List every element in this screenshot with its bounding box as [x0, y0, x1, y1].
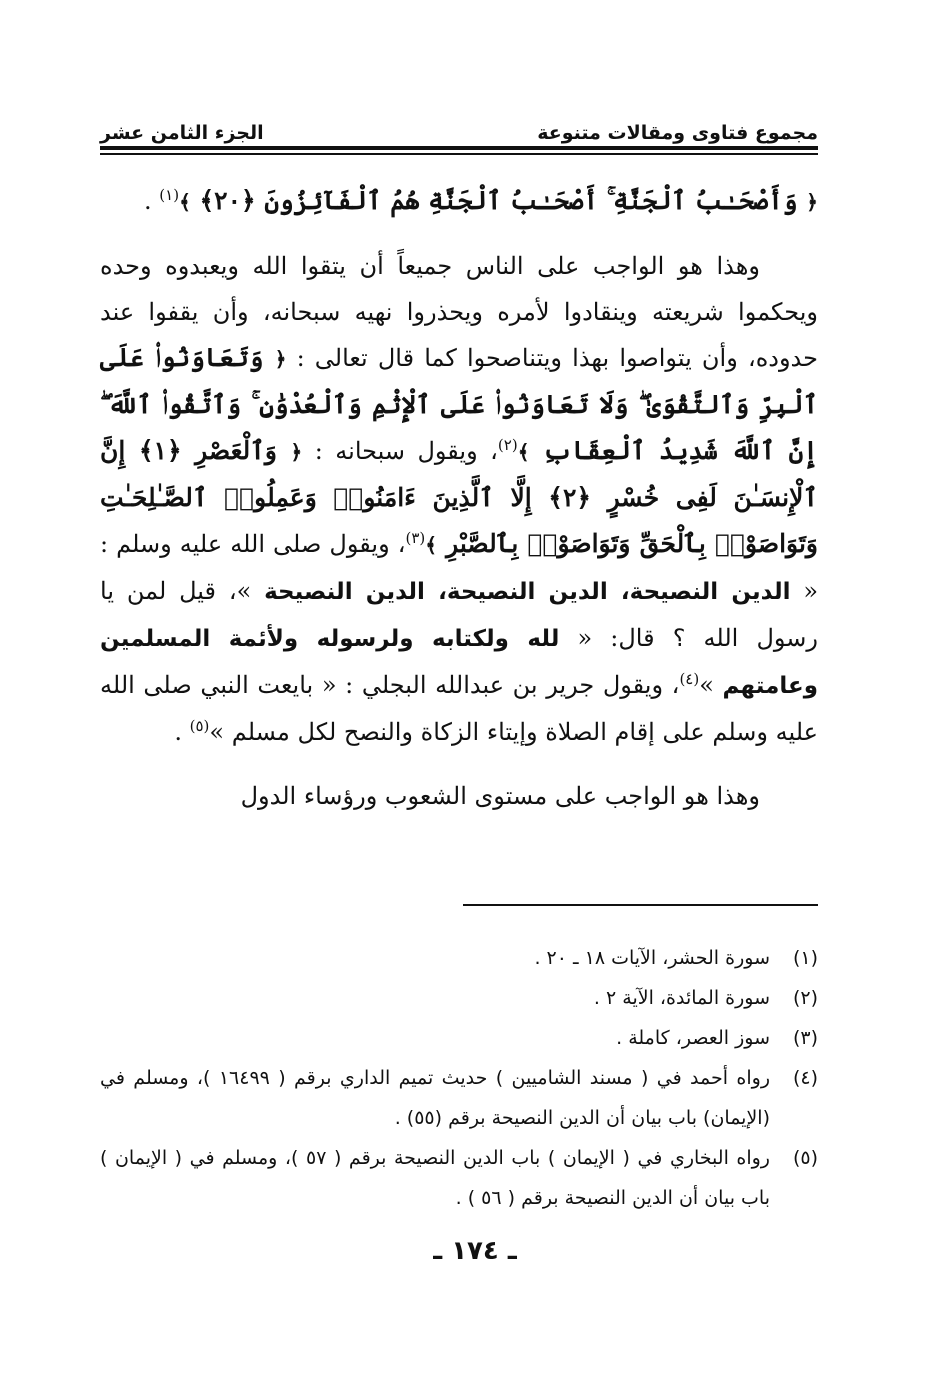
footnote-number: (٣): [792, 1027, 818, 1049]
footnote-text: رواه أحمد في ( مسند الشاميين ) حديث تميم الداري برقم ( ١٦٤٩٩ )، ومسلم في (الإيمان) باب بيان أن الدين النصيحة برقم (٥٥) .: [100, 1067, 770, 1129]
paragraph-2-text-3: ، ويقول صلى الله عليه وسلم :: [100, 530, 406, 558]
footnotes: [100, 938, 818, 1218]
footnote-text: رواه البخاري في ( الإيمان ) باب الدين النصيحة برقم ( ٥٧ )، ومسلم في ( الإيمان ) باب بيان أن الدين النصيحة برقم ( ٥٦ ) .: [100, 1147, 770, 1209]
footnote-5: [100, 1138, 818, 1218]
footnote-number: (١): [792, 947, 818, 969]
footnote-4: [100, 1058, 818, 1138]
footnote-text: سورة الحشر، الآيات ١٨ ـ ٢٠ .: [534, 947, 770, 969]
paragraph-2-text-2: ، ويقول سبحانه :: [314, 437, 498, 465]
header-rule-thin: [100, 153, 818, 155]
footnote-text: سورة المائدة، الآية ٢ .: [593, 987, 770, 1009]
hadith-quote-3: بايعت النبي صلى الله عليه وسلم على إقام الصلاة وإيتاء الزكاة والنصح لكل مسلم: [100, 671, 818, 746]
footnote-3: [100, 1018, 818, 1058]
quran-verse-3: ﴿ وَٱلْعَصْرِ ﴿١﴾ إِنَّ ٱلْإِنسَـٰنَ لَفِى خُسْرٍ ﴿٢﴾ إِلَّا ٱلَّذِينَ ءَامَنُوا۟ وَعَمِلُوا۟ ٱلصَّـٰلِحَـٰتِ وَتَوَاصَوْا۟ بِٱلْحَقِّ وَتَوَاصَوْا۟ بِٱلصَّبْرِ ﴾: [100, 436, 818, 558]
hadith-quote-2: لله ولكتابه ولرسوله ولأئمة المسلمين وعامتهم: [100, 626, 819, 699]
footnote-number: (٢): [792, 987, 818, 1009]
paragraph-2-text-5: ، ويقول جرير بن عبدالله البجلي :: [345, 671, 680, 699]
paragraph-3: وهذا هو الواجب على مستوى الشعوب ورؤساء الدول: [240, 782, 760, 810]
footnote-ref-5: (٥): [189, 717, 210, 735]
footnote-ref-3: (٣): [405, 529, 426, 547]
footnote-ref-1: (١): [159, 186, 180, 204]
running-header: [100, 112, 818, 144]
page-number: ـ ١٧٤ ـ: [433, 1236, 517, 1266]
footnote-ref-2: (٢): [497, 436, 518, 454]
paragraph-1: ﴿ وَأَصْحَـٰبُ ٱلْجَنَّةِ ۚ أَصْحَـٰبُ ٱلْجَنَّةِ هُمُ ٱلْفَآئِزُونَ ﴿٢٠﴾ ﴾$^{(١)}$ .: [144, 186, 818, 215]
book-title: مجموع فتاوى ومقالات متنوعة: [537, 122, 818, 144]
paragraph-2: وهذا هو الواجب على الناس جميعاً أن يتقوا الله ويعبدوه وحده ويحكموا شريعته وينقادوا لأمره ويحذروا نهيه سبحانه، وأن يقفوا عند حدوده، وأن يتواصوا بهذا ويتناصحوا كما قال تعالى : ﴿ وَتَعَاوَنُوا۟ عَلَى ٱلْبِرِّ وَٱلتَّقْوَىٰ ۖ وَلَا تَعَاوَنُوا۟ عَلَى ٱلْإِثْمِ وَٱلْعُدْوَٰنِ ۚ وَٱتَّقُوا۟ ٱللَّهَ ۖ إِنَّ ٱللَّهَ شَدِيدُ ٱلْعِقَابِ ﴾$^{(٢)}$، ويقول سبحانه : ﴿ وَٱلْعَصْرِ ﴿١﴾ إِنَّ ٱلْإِنسَـٰنَ لَفِى خُسْرٍ ﴿٢﴾ إِلَّا ٱلَّذِينَ ءَامَنُوا۟ وَعَمِلُوا۟ ٱلصَّـٰلِحَـٰتِ وَتَوَاصَوْا۟ بِٱلْحَقِّ وَتَوَاصَوْا۟ بِٱلصَّبْرِ ﴾$^{(٣)}$، ويقول صلى الله عليه وسلم : « الدين النصيحة، الدين النصيحة، الدين النصيحة »، قيل لمن يا رسول الله ؟ قال: « لله ولكتابه ولرسوله ولأئمة المسلمين وعامتهم »$^{(٤)}$، ويقول جرير بن عبدالله البجلي : « بايعت النبي صلى الله عليه وسلم على إقام الصلاة وإيتاء الزكاة والنصح لكل مسلم »$^{(٥)}$ .: [100, 252, 819, 746]
volume-label: الجزء الثامن عشر: [100, 122, 264, 144]
footnote-text: سوز العصر، كاملة .: [616, 1027, 770, 1049]
footnote-2: [100, 978, 818, 1018]
hadith-quote-1: الدين النصيحة، الدين النصيحة، الدين النصيحة: [264, 579, 791, 605]
footnote-separator: [463, 904, 818, 906]
footnote-1: [100, 938, 818, 978]
footnote-number: (٤): [792, 1067, 818, 1089]
footnote-number: (٥): [792, 1147, 818, 1169]
header-rule-thick: [100, 146, 818, 150]
quran-verse-1: ﴿ وَأَصْحَـٰبُ ٱلْجَنَّةِ ۚ أَصْحَـٰبُ ٱلْجَنَّةِ هُمُ ٱلْفَآئِزُونَ ﴿٢٠﴾ ﴾: [179, 186, 818, 215]
paragraph-2-text-4: ، قيل لمن يا رسول الله ؟ قال:: [100, 577, 818, 652]
paragraph-2-text-1: وهذا هو الواجب على الناس جميعاً أن يتقوا الله ويعبدوه وحده ويحكموا شريعته وينقادوا لأمره ويحذروا نهيه سبحانه، وأن يقفوا عند حدوده، وأن يتواصوا بهذا ويتناصحوا كما قال تعالى :: [100, 252, 818, 372]
footnote-ref-4: (٤): [679, 670, 700, 688]
main-text: [100, 178, 818, 819]
quran-verse-2: ﴿ وَتَعَاوَنُوا۟ عَلَى ٱلْبِرِّ وَٱلتَّقْوَىٰ ۖ وَلَا تَعَاوَنُوا۟ عَلَى ٱلْإِثْمِ وَٱلْعُدْوَٰنِ ۚ وَٱتَّقُوا۟ ٱللَّهَ ۖ إِنَّ ٱللَّهَ شَدِيدُ ٱلْعِقَابِ ﴾: [100, 343, 818, 465]
